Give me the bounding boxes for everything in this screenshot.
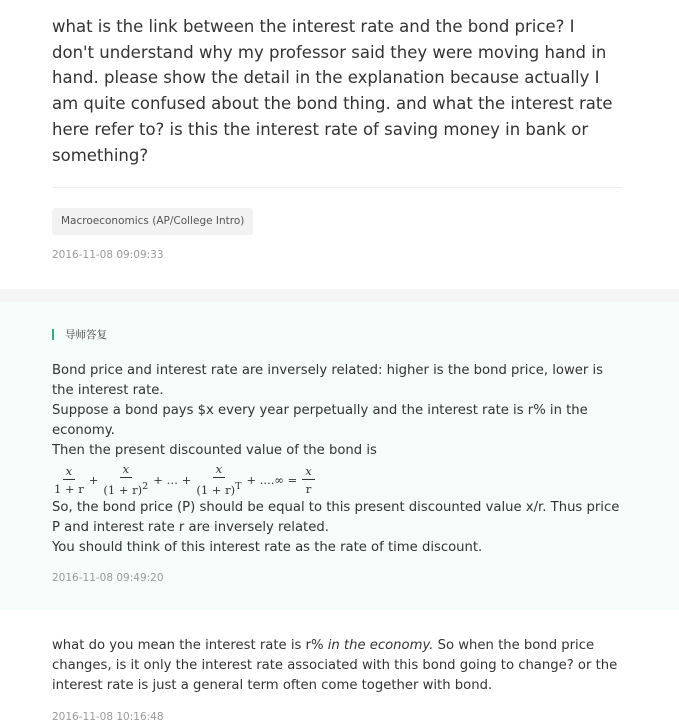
formula-operator: + ....∞ = [246, 473, 298, 488]
answer-accent-bar [52, 329, 54, 340]
subject-tag[interactable]: Macroeconomics (AP/College Intro) [52, 208, 253, 235]
followup-timestamp: 2016-11-08 10:16:48 [52, 711, 164, 723]
formula-fraction: $\frac{x}{(1 + r)^T}$ [196, 462, 242, 498]
answer-paragraph: Bond price and interest rate are inversely related: higher is the bond price, lower is the interest rate. [52, 363, 604, 399]
question-timestamp: 2016-11-08 09:09:33 [52, 249, 164, 262]
divider [52, 187, 622, 188]
formula-fraction: $\frac{x}{r}$ [302, 464, 315, 497]
answer-timestamp: 2016-11-08 09:49:20 [52, 572, 164, 585]
pdv-formula [52, 462, 627, 498]
answer-paragraph: You should think of this interest rate as the rate of time discount. [52, 540, 483, 556]
answer-paragraph: So, the bond price (P) should be equal to this present discounted value x/r. Thus price P and interest rate r are inversely related. [52, 500, 620, 536]
followup-text: what do you mean the interest rate is r% in the economy. So when the bond price changes, is it only the interest rate associated with this bond going to change? or the interest rate is just a general term often come together with bond. [52, 638, 618, 694]
formula-fraction: $\frac{x}{(1 + r)^2}$ [103, 462, 149, 498]
answer-header-label: 导师答复 [65, 328, 107, 341]
formula-fraction: $\frac{x}{1 + r}$ [54, 463, 84, 496]
followup-block [0, 610, 679, 723]
section-gap [0, 289, 679, 302]
answer-paragraph: Suppose a bond pays $x every year perpetually and the interest rate is r% in the economy. [52, 403, 588, 439]
question-block [0, 0, 679, 261]
formula-operator: + [88, 473, 99, 488]
answer-header [52, 327, 627, 341]
formula-operator: + … + [153, 473, 192, 488]
answer-body [52, 361, 627, 558]
answer-block [0, 302, 679, 610]
answer-paragraph: Then the present discounted value of the bond is [52, 443, 377, 459]
question-text: what is the link between the interest rate and the bond price? I don't understand why my professor said they were moving hand in hand. please show the detail in the explanation because actually I am quite confused about the bond thing. and what the interest rate here refer to? is this the interest rate of saving money in bank or something? [52, 17, 613, 165]
